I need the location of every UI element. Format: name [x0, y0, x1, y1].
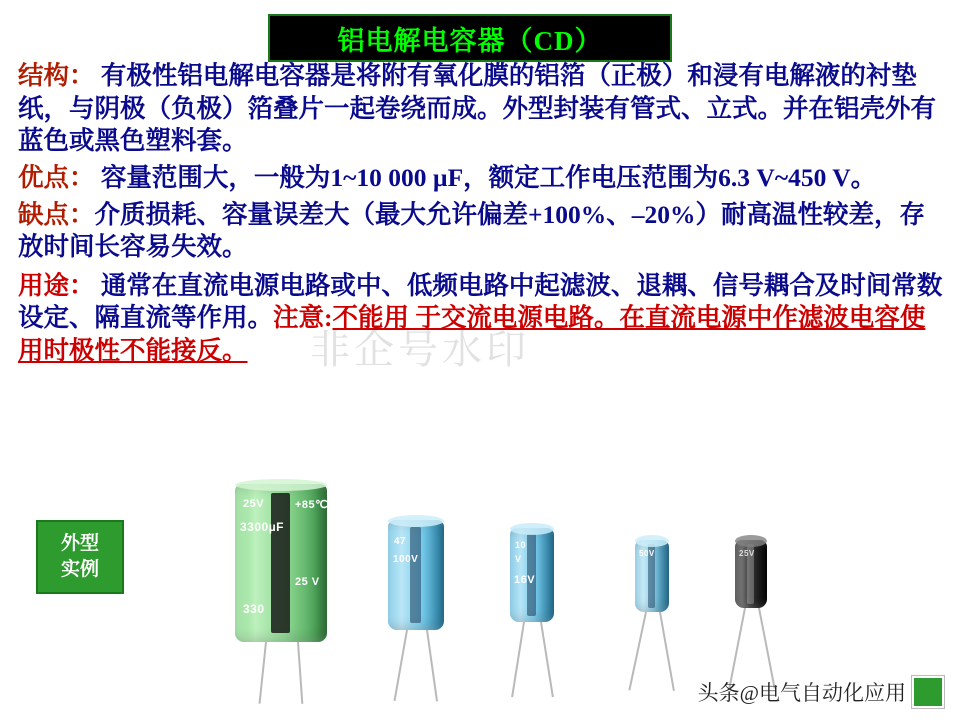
lead-wire: [659, 612, 675, 691]
capacitor-top: [735, 535, 767, 547]
lead-wire: [394, 630, 408, 701]
body-content: [18, 58, 946, 370]
capacitor-top: [635, 535, 669, 547]
lead-wire: [540, 622, 554, 697]
capacitor-mark: 330: [243, 602, 265, 616]
signature-text: 头条@电气自动化应用: [697, 681, 906, 705]
capacitor-mark: V: [515, 554, 522, 564]
lead-wire: [259, 642, 267, 704]
capacitor-lightblue-small: [635, 540, 669, 612]
capacitor-mark: 16V: [514, 574, 536, 586]
text-demerit: 介质损耗、容量误差大（最大允许偏差+100%、–20%）耐高温性较差，存放时间长容易失效。: [18, 199, 926, 262]
paragraph-demerit: [18, 199, 946, 264]
channel-logo-icon: [912, 676, 944, 708]
label-demerit: 缺点：: [18, 199, 95, 229]
label-merit: 优点：: [18, 162, 95, 192]
text-usage: 通常在直流电源电路或中、低频电路中起滤波、退耦、信号耦合及时间常数设定、隔直流等作用。: [18, 270, 943, 333]
capacitor-blue-medium: [388, 520, 444, 630]
example-label-box: [36, 520, 124, 594]
polarity-stripe: [410, 527, 421, 624]
lead-wire: [628, 612, 647, 691]
footer-signature: [698, 676, 944, 708]
capacitor-mark: 3300µF: [240, 520, 284, 534]
slide-title-box: [268, 14, 672, 62]
lead-wire: [511, 622, 525, 697]
capacitor-top: [388, 515, 444, 527]
capacitor-mark: 25 V: [295, 576, 320, 588]
capacitor-black-small: [735, 540, 767, 608]
paragraph-usage: [18, 270, 946, 368]
note-prefix: 注意:: [273, 303, 333, 333]
capacitor-photo-strip: [180, 465, 880, 700]
polarity-stripe: [271, 493, 290, 632]
note-underlined-warning: 不能用 于交流电源电路。在直流电源中作滤波电容使用时极性不能接反。: [18, 303, 926, 365]
capacitor-mark: 25V: [739, 549, 755, 558]
lead-wire: [297, 642, 303, 704]
capacitor-mark: 25V: [243, 498, 265, 510]
capacitor-top: [235, 479, 327, 491]
label-structure: 结构：: [18, 61, 95, 90]
capacitor-green-large: [235, 484, 327, 642]
capacitor-mark: 100V: [393, 554, 419, 565]
example-label-line2: 实例: [60, 559, 99, 580]
paragraph-structure: [18, 60, 946, 158]
paragraph-merit: [18, 162, 946, 195]
text-structure: 有极性铝电解电容器是将附有氧化膜的铝箔（正极）和浸有电解液的衬垫纸，与阴极（负极）箔叠片一起卷绕而成。外型封装有管式、立式。并在铝壳外有蓝色或黑色塑料套。: [18, 61, 937, 156]
capacitor-mark: 10: [515, 540, 527, 550]
capacitor-top: [510, 523, 554, 535]
capacitor-blue-small: [510, 528, 554, 622]
watermark-text: 非企号水印: [310, 327, 530, 372]
text-merit: 容量范围大，一般为1~10 000 µF，额定工作电压范围为6.3 V~450 V。: [94, 162, 877, 192]
label-usage: 用途：: [18, 270, 95, 300]
page-title: 铝电解电容器（CD）: [337, 25, 603, 56]
capacitor-mark: 47: [394, 536, 407, 547]
example-label-line1: 外型: [60, 533, 99, 555]
lead-wire: [426, 630, 438, 702]
capacitor-mark: 50V: [639, 549, 655, 558]
capacitor-mark: +85℃: [295, 499, 329, 511]
